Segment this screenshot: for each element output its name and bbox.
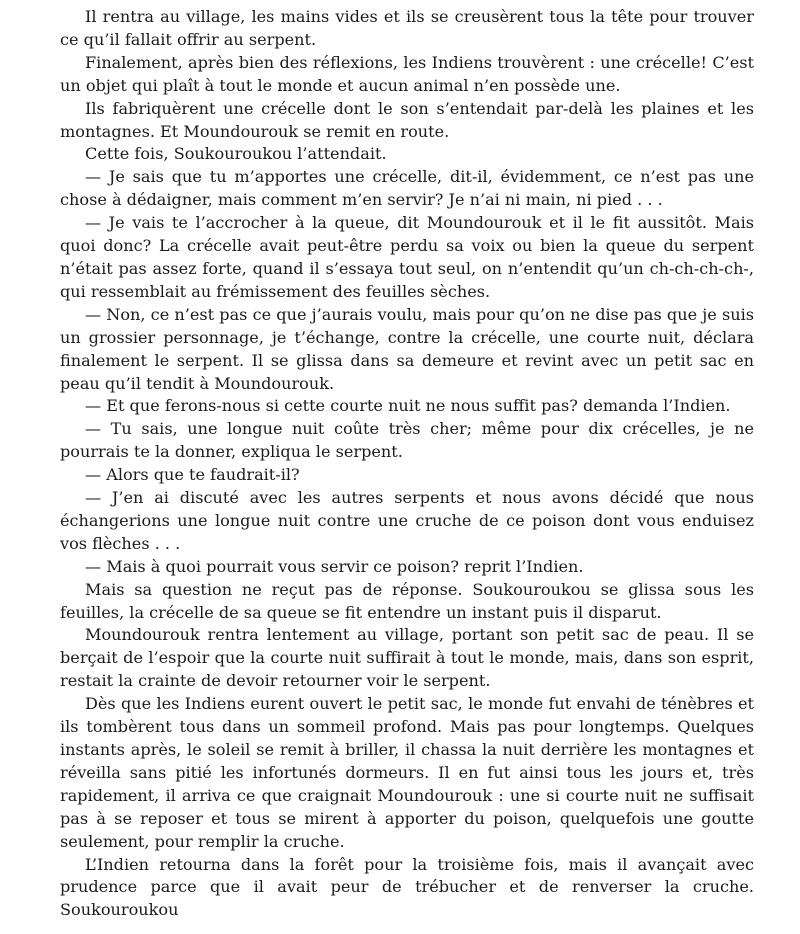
paragraph: Ils fabriquèrent une crécelle dont le son s’entendait par-delà les plaines et les montagnes. Et Moundourouk se remit en route. — [60, 98, 754, 141]
dialogue-paragraph: — Je sais que tu m’apportes une crécelle, dit-il, évidemment, ce n’est pas une chose à dédaigner, mais comment m’en servir? Je n’ai ni main, ni pied . . . — [60, 167, 754, 210]
dialogue-paragraph: — Mais à quoi pourrait vous servir ce poison? reprit l’Indien. — [85, 556, 584, 576]
paragraph: Moundourouk rentra lentement au village, portant son petit sac de peau. Il se berçait de l’espoir que la courte nuit suffirait à tout le monde, mais, dans son esprit, restait la crainte de devoir retourner voir le serpent. — [60, 625, 754, 691]
dialogue-paragraph: — Tu sais, une longue nuit coûte très cher; même pour dix crécelles, je ne pourrais te la donner, expliqua le serpent. — [60, 419, 754, 462]
paragraph: L’Indien retourna dans la forêt pour la troisième fois, mais il avançait avec prudence parce que il avait peur de trébucher et de renverser la cruche. Soukouroukou — [60, 854, 754, 920]
dialogue-paragraph: — Je vais te l’accrocher à la queue, dit Moundourouk et il le fit aussitôt. Mais quoi donc? La crécelle avait peut-être perdu sa voix ou bien la queue du serpent n’était pas assez forte, quand il s’essaya tout seul, on n’entendit qu’un ch-ch-ch-ch-, qui ressemblait au frémissement des feuilles sèches. — [60, 213, 754, 301]
paragraph: Dès que les Indiens eurent ouvert le petit sac, le monde fut envahi de ténèbres et ils tombèrent tous dans un sommeil profond. Mais pas pour longtemps. Quelques instants après, le soleil se remit à briller, il chassa la nuit derrière les montagnes et réveilla sans pitié les infortunés dormeurs. Il en fut ainsi tous les jours et, très rapidement, il arriva ce que craignait Moundourouk : une si courte nuit ne suffisait pas à se reposer et tous se mirent à apporter du poison, quelquefois une goutte seulement, pour remplir la cruche. — [60, 694, 754, 851]
dialogue-paragraph: — J’en ai discuté avec les autres serpents et nous avons décidé que nous échangerions une longue nuit contre une cruche de ce poison dont vous enduisez vos flèches . . . — [60, 488, 754, 553]
paragraph: Cette fois, Soukouroukou l’attendait. — [85, 144, 387, 164]
dialogue-paragraph: — Non, ce n’est pas ce que j’aurais voulu, mais pour qu’on ne dise pas que je suis un grossier personnage, je t’échange, contre la crécelle, une courte nuit, déclara finalement le serpent. Il se glissa dans sa demeure et revint avec un petit sac en peau qu’il tendit à Moundourouk. — [60, 304, 754, 393]
paragraph: Mais sa question ne reçut pas de réponse. Soukouroukou se glissa sous les feuilles, la crécelle de sa queue se fit entendre un instant puis il disparut. — [60, 579, 754, 622]
paragraph: Finalement, après bien des réflexions, les Indiens trouvèrent : une crécelle! C’est un objet qui plaît à tout le monde et aucun animal n’en possède une. — [60, 52, 754, 95]
dialogue-paragraph: — Alors que te faudrait-il? — [85, 465, 300, 485]
paragraph: Il rentra au village, les mains vides et ils se creusèrent tous la tête pour trouver ce qu’il fallait offrir au serpent. — [60, 7, 754, 49]
book-page — [60, 6, 754, 922]
dialogue-paragraph: — Et que ferons-nous si cette courte nuit ne nous suffit pas? demanda l’Indien. — [85, 396, 731, 416]
